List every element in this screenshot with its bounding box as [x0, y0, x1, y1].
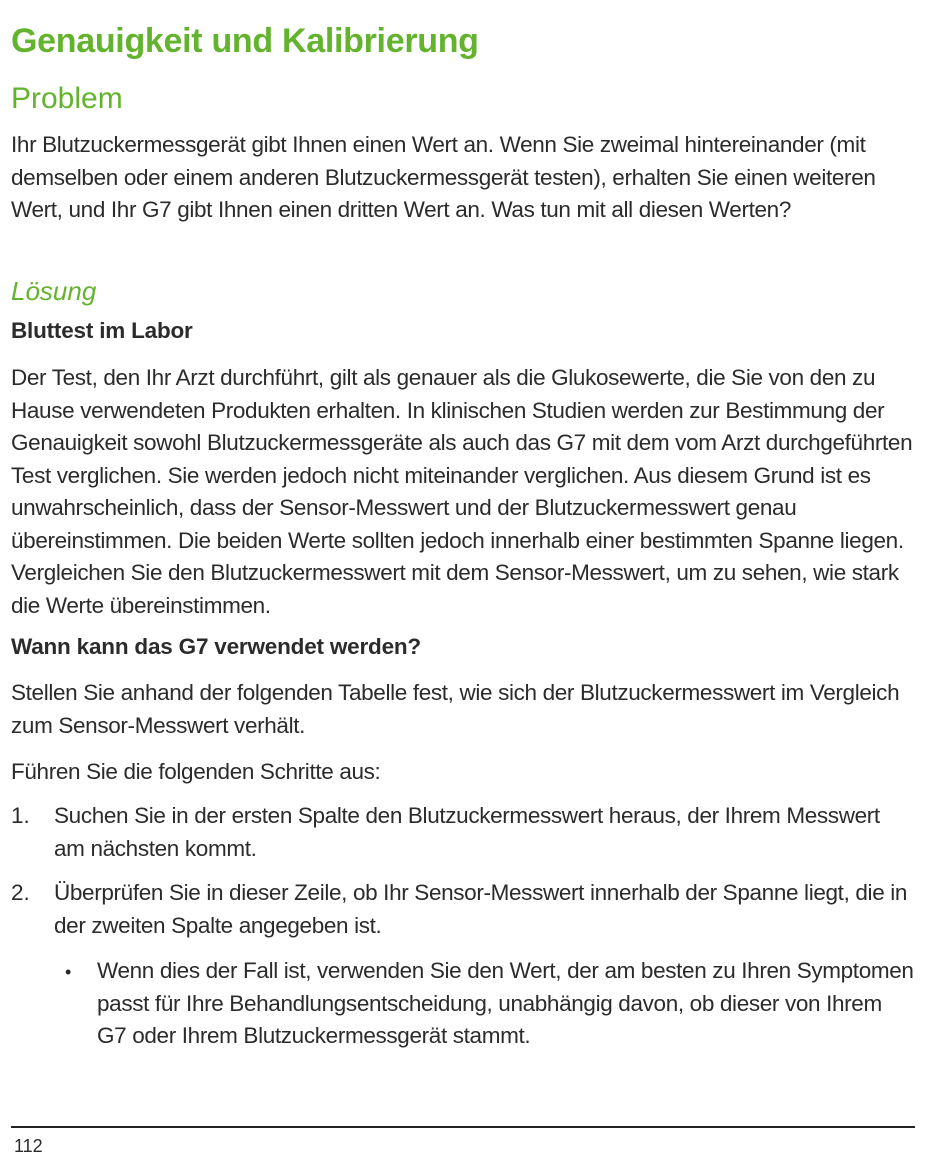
lab-test-heading: Bluttest im Labor: [11, 318, 193, 343]
footer-divider: [11, 1126, 915, 1128]
when-to-use-paragraph: Stellen Sie anhand der folgenden Tabelle fest, wie sich der Blutzuckermesswert im Vergleich zum Sensor-Messwert verhält.: [11, 680, 900, 738]
step-number: 2.: [11, 880, 30, 905]
bullet-symbol: •: [65, 962, 72, 982]
step-number: 1.: [11, 803, 30, 828]
solution-heading: Lösung: [11, 276, 97, 306]
page-title: Genauigkeit und Kalibrierung: [11, 22, 479, 60]
lab-test-paragraph: Der Test, den Ihr Arzt durchführt, gilt als genauer als die Glukosewerte, die Sie von den zu Hause verwendeten Produkten erhalten. In klinischen Studien werden zur Bestimmung der Genauigkeit sowohl Blutzuckermessgeräte als auch das G7 mit dem vom Arzt durchgeführten Test verglichen. Sie werden jedoch nicht miteinander verglichen. Aus diesem Grund ist es unwahrscheinlich, dass der Sensor-Messwert und der Blutzuckermesswert genau übereinstimmen. Die beiden Werte sollten jedoch innerhalb einer bestimmten Spanne liegen. Vergleichen Sie den Blutzuckermesswert mit dem Sensor-Messwert, um zu sehen, wie stark die Werte übereinstimmen.: [11, 365, 913, 618]
bullet-text: Wenn dies der Fall ist, verwenden Sie den Wert, der am besten zu Ihren Symptomen passt für Ihre Behandlungsentscheidung, unabhängig davon, ob dieser von Ihrem G7 oder Ihrem Blutzuckermessgerät stammt.: [97, 958, 914, 1048]
problem-paragraph: Ihr Blutzuckermessgerät gibt Ihnen einen Wert an. Wenn Sie zweimal hintereinander (mit demselben oder einem anderen Blutzuckermessgerät testen), erhalten Sie einen weiteren Wert, und Ihr G7 gibt Ihnen einen dritten Wert an. Was tun mit all diesen Werten?: [11, 132, 876, 222]
step-text: Überprüfen Sie in dieser Zeile, ob Ihr Sensor-Messwert innerhalb der Spanne liegt, die in der zweiten Spalte angegeben ist.: [54, 880, 908, 938]
step-text: Suchen Sie in der ersten Spalte den Blutzuckermesswert heraus, der Ihrem Messwert am nächsten kommt.: [54, 803, 880, 861]
when-to-use-heading: Wann kann das G7 verwendet werden?: [11, 634, 421, 659]
problem-heading: Problem: [11, 82, 123, 115]
steps-intro: Führen Sie die folgenden Schritte aus:: [11, 759, 381, 784]
page-number: 112: [14, 1136, 43, 1156]
